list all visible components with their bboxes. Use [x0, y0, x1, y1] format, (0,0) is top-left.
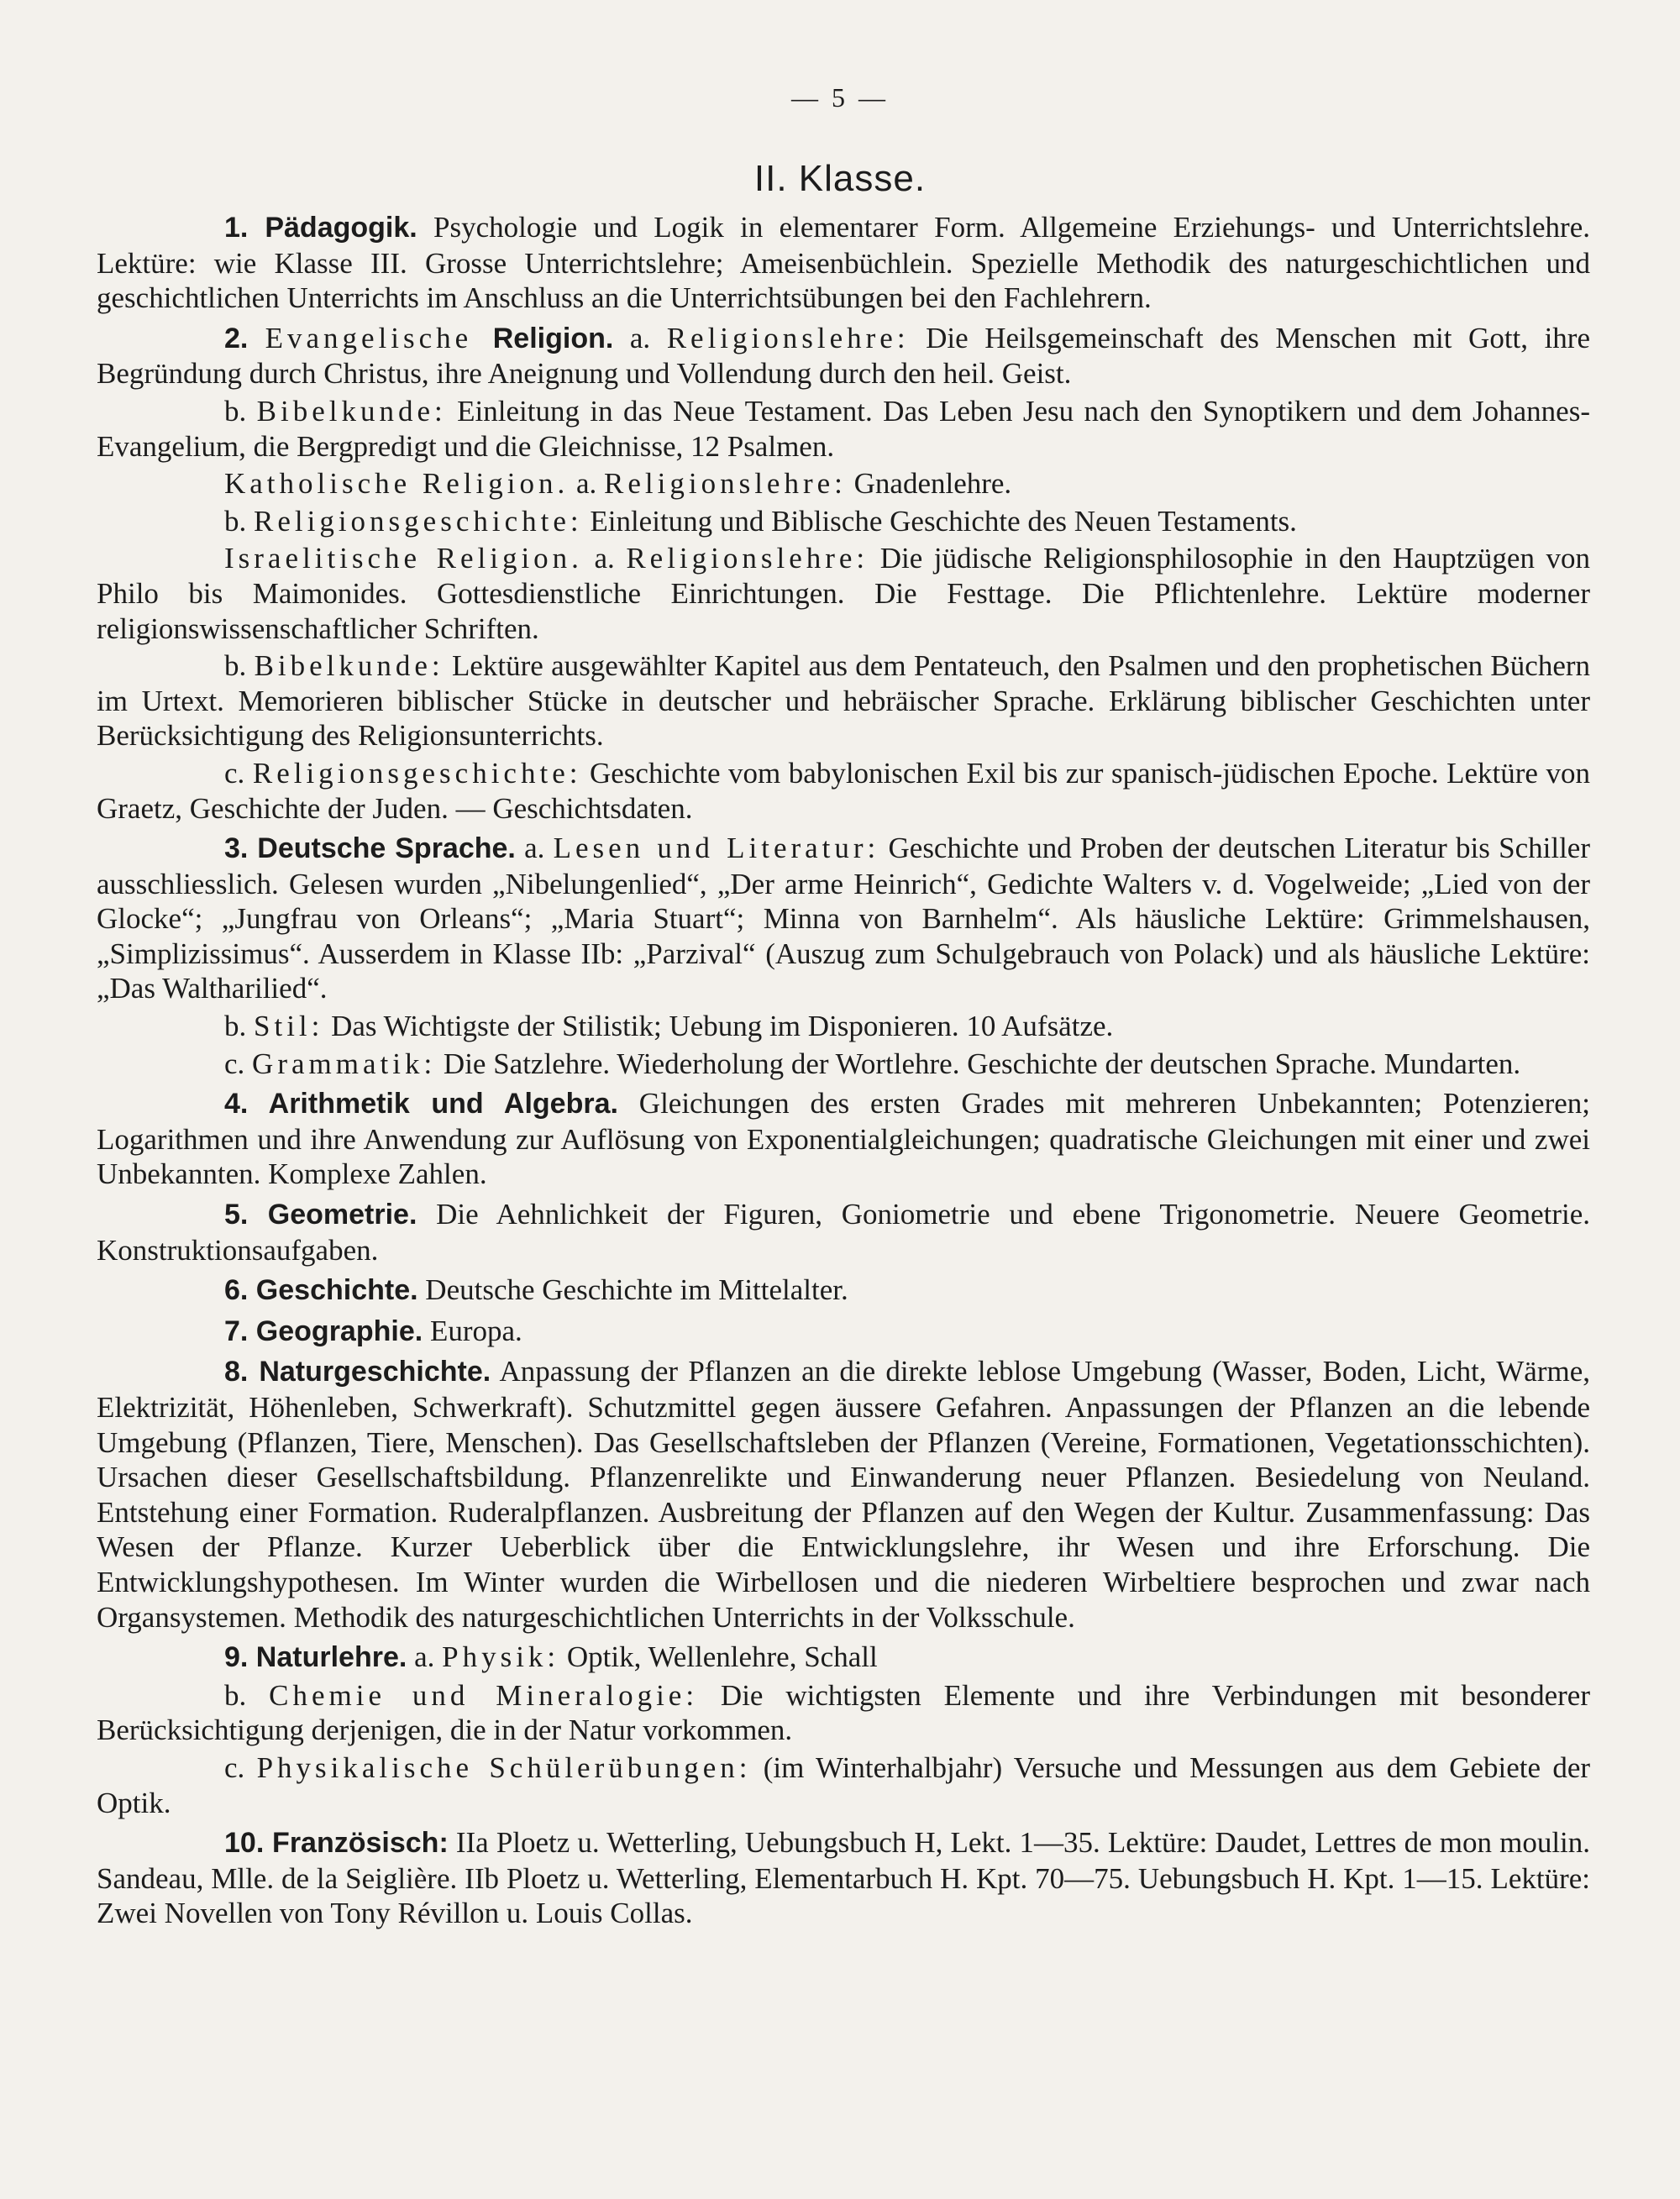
- subsection-title: Grammatik:: [252, 1047, 437, 1080]
- subsection-schuleruebungen: [97, 1750, 1590, 1820]
- subsection-chemie: [97, 1678, 1590, 1748]
- subsection-label: b.: [224, 394, 257, 428]
- subsection-title: Bibelkunde:: [256, 394, 447, 428]
- subsection-label: a.: [613, 321, 667, 354]
- subsection-label: b.: [224, 649, 255, 683]
- subsection-title: Religionslehre:: [626, 542, 869, 575]
- subsection-text: Geschichte vom babylonischen Exil bis zur spanisch-jüdischen Epoche. Lektüre von Graetz, Geschichte der Juden. — Geschichtsdaten.: [97, 756, 1590, 825]
- section-franzoesisch: [97, 1825, 1590, 1931]
- subsection-text: Das Wichtigste der Stilistik; Uebung im Disponieren. 10 Aufsätze.: [323, 1010, 1114, 1043]
- section-geometrie: [97, 1197, 1590, 1267]
- section-heading: 10. Französisch:: [224, 1827, 449, 1860]
- section-heading: 6. Geschichte.: [224, 1274, 418, 1307]
- section-heading: Religion.: [492, 322, 614, 354]
- section-heading: 7. Geographie.: [224, 1315, 423, 1347]
- subsection-label: c.: [224, 1750, 257, 1784]
- section-text: Psychologie und Logik in elementarer Form. Allgemeine Erziehungs- und Unterrichtslehre. Lektüre: wie Klasse III. Grosse Unterrichtslehre; Ameisenbüchlein. Spezielle Methodik des naturgeschichtlichen und geschichtlichen Unterrichts im Anschluss an die Unterrichtsübungen bei den Fachlehrern.: [97, 211, 1590, 315]
- subsection-title: Religionslehre:: [604, 467, 847, 501]
- subsection-text: Einleitung und Biblische Geschichte des Neuen Testaments.: [582, 504, 1297, 538]
- subsection-text: Die Satzlehre. Wiederholung der Wortlehre. Geschichte der deutschen Sprache. Mundarten.: [436, 1047, 1521, 1080]
- subsection-text: Geschichte und Proben der deutschen Literatur bis Schiller ausschliesslich. Gelesen wurden „Nibelungenlied“, „Der arme Heinrich“, Gedichte Walters v. d. Vogelweide; „Lied von der Glocke“; „Jungfrau von Orleans“; „Maria Stuart“; Minna von Barnhelm“. Als häusliche Lektüre: Grimmelshausen, „Simplizissimus“. Ausserdem in Klasse IIb: „Parzival“ (Auszug zum Schulgebrauch von Polack) und als häusliche Lektüre: „Das Waltharilied“.: [97, 832, 1590, 1005]
- section-text: Gleichungen des ersten Grades mit mehreren Unbekannten; Potenzieren; Logarithmen und ihre Anwendung zur Auflösung von Exponentialgleichungen; quadratische Gleichungen mit einer und zwei Unbekannten. Komplexe Zahlen.: [97, 1087, 1590, 1191]
- section-text: Die Aehnlichkeit der Figuren, Goniometrie und ebene Trigonometrie. Neuere Geometrie. Konstruktionsaufgaben.: [97, 1198, 1590, 1267]
- section-text: Europa.: [423, 1314, 522, 1347]
- section-heading: 3. Deutsche Sprache.: [224, 832, 516, 865]
- subsection-bibelkunde-israelitisch: [97, 648, 1590, 753]
- class-title: II. Klasse.: [753, 158, 927, 199]
- subsection-label: c.: [224, 1047, 253, 1080]
- section-naturlehre: [97, 1640, 1590, 1676]
- subsection-label: b.: [224, 1010, 254, 1043]
- section-heading: 8. Naturgeschichte.: [224, 1356, 491, 1388]
- section-text: Deutsche Geschichte im Mittelalter.: [417, 1273, 848, 1307]
- subsection-text: (im Winterhalbjahr) Versuche und Messungen aus dem Gebiete der Optik.: [97, 1750, 1591, 1819]
- subsection-label: c.: [224, 756, 253, 790]
- subsection-religionsgeschichte-israelitisch: [97, 756, 1590, 826]
- section-geographie: [97, 1314, 1590, 1350]
- subsection-label: b.: [224, 1678, 270, 1712]
- subsection-label: b.: [224, 504, 254, 538]
- section-katholische-religion: [97, 466, 1590, 501]
- subsection-title: Lesen und Literatur:: [553, 832, 880, 865]
- subsection-title: Religionslehre:: [666, 321, 910, 354]
- document-body: [97, 210, 1590, 1934]
- subsection-title: Chemie und Mineralogie:: [269, 1678, 699, 1712]
- section-text: Anpassung der Pflanzen an die direkte leblose Umgebung (Wasser, Boden, Licht, Wärme, Elektrizität, Höhenleben, Schwerkraft). Schutzmittel gegen äussere Gefahren. Anpassungen der Pflanzen an die lebende Umgebung (Pflanzen, Tiere, Menschen). Das Gesellschaftsleben der Pflanzen (Vereine, Formationen, Vegetationsschichten). Ursachen dieser Gesellschaftsbildung. Pflanzenrelikte und Einwanderung neuer Pflanzen. Besiedelung von Neuland. Entstehung einer Formation. Ruderalpflanzen. Ausbreitung der Pflanzen auf den Wegen der Kultur. Zusammenfassung: Das Wesen der Pflanze. Kurzer Ueberblick über die Entwicklungslehre, ihr Wesen und ihre Erforschung. Die Entwicklungshypothesen. Im Winter wurden die Wirbellosen und die niederen Wirbeltiere besprochen und zwar nach Organsystemen. Methodik des naturgeschichtlichen Unterrichts in der Volksschule.: [97, 1355, 1590, 1634]
- subsection-title: Religionsgeschichte:: [254, 504, 583, 538]
- subsection-text: Die jüdische Religionsphilosophie in den Hauptzügen von Philo bis Maimonides. Gottesdienstliche Einrichtungen. Die Festtage. Die Pflichtenlehre. Lektüre moderner religionswissenschaftlicher Schriften.: [97, 542, 1590, 645]
- section-heading: 1. Pädagogik.: [224, 212, 417, 244]
- section-paedagogik: [97, 210, 1590, 316]
- page-number: — 5 —: [791, 82, 889, 113]
- section-evangelische-religion: [97, 321, 1590, 391]
- subsection-title: Physik:: [442, 1640, 560, 1674]
- section-arithmetik: [97, 1086, 1590, 1192]
- subsection-religionsgeschichte: [97, 504, 1590, 539]
- subsection-title: Bibelkunde:: [254, 649, 444, 683]
- subsection-text: Die wichtigsten Elemente und ihre Verbindungen mit besonderer Berücksichtigung derjenigen, die in der Natur vorkommen.: [97, 1678, 1591, 1747]
- subsection-label: a.: [582, 542, 627, 575]
- section-geschichte: [97, 1273, 1590, 1309]
- section-heading: 9. Naturlehre.: [224, 1641, 407, 1674]
- subsection-title: Physikalische Schülerübungen:: [256, 1750, 752, 1784]
- subsection-label: a.: [569, 467, 605, 501]
- section-naturgeschichte: [97, 1354, 1590, 1635]
- subsection-grammatik: [97, 1047, 1590, 1082]
- section-text: IIa Ploetz u. Wetterling, Uebungsbuch H, Lekt. 1—35. Lektüre: Daudet, Lettres de mon moulin. Sandeau, Mlle. de la Seiglière. IIb Ploetz u. Wetterling, Elementarbuch H. Kpt. 70—75. Uebungsbuch H. Kpt. 1—15. Lektüre: Zwei Novellen von Tony Révillon u. Louis Collas.: [97, 1826, 1591, 1930]
- subsection-text: Lektüre ausgewählter Kapitel aus dem Pentateuch, den Psalmen und den prophetischen Büchern im Urtext. Memorieren biblischer Stücke in deutscher und hebräischer Sprache. Erklärung biblischer Geschichten unter Berücksichtigung des Religionsunterrichts.: [97, 649, 1591, 753]
- section-heading-spaced: Katholische Religion.: [224, 467, 570, 501]
- section-number: 2.: [224, 322, 265, 354]
- subsection-title: Religionsgeschichte:: [252, 756, 582, 790]
- section-heading: 4. Arithmetik und Algebra.: [224, 1088, 618, 1120]
- subsection-text: Optik, Wellenlehre, Schall: [559, 1640, 878, 1674]
- section-deutsche-sprache: [97, 831, 1590, 1006]
- subsection-text: Die Heilsgemeinschaft des Menschen mit Gott, ihre Begründung durch Christus, ihre Aneignung und Vollendung durch den heil. Geist.: [97, 321, 1590, 391]
- subsection-text: Einleitung in das Neue Testament. Das Leben Jesu nach den Synoptikern und dem Johannes-Evangelium, die Bergpredigt und die Gleichnisse, 12 Psalmen.: [97, 394, 1590, 463]
- subsection-label: a.: [407, 1640, 443, 1674]
- subsection-title: Stil:: [254, 1010, 324, 1043]
- subsection-label: a.: [515, 832, 554, 865]
- subsection-text: Gnadenlehre.: [846, 467, 1012, 501]
- section-heading-spaced: Israelitische Religion.: [224, 542, 583, 575]
- section-heading: 5. Geometrie.: [224, 1199, 417, 1231]
- subsection-stil: [97, 1009, 1590, 1044]
- section-heading-spaced: Evangelische: [265, 321, 493, 354]
- subsection-bibelkunde: [97, 394, 1590, 464]
- section-israelitische-religion: [97, 541, 1590, 646]
